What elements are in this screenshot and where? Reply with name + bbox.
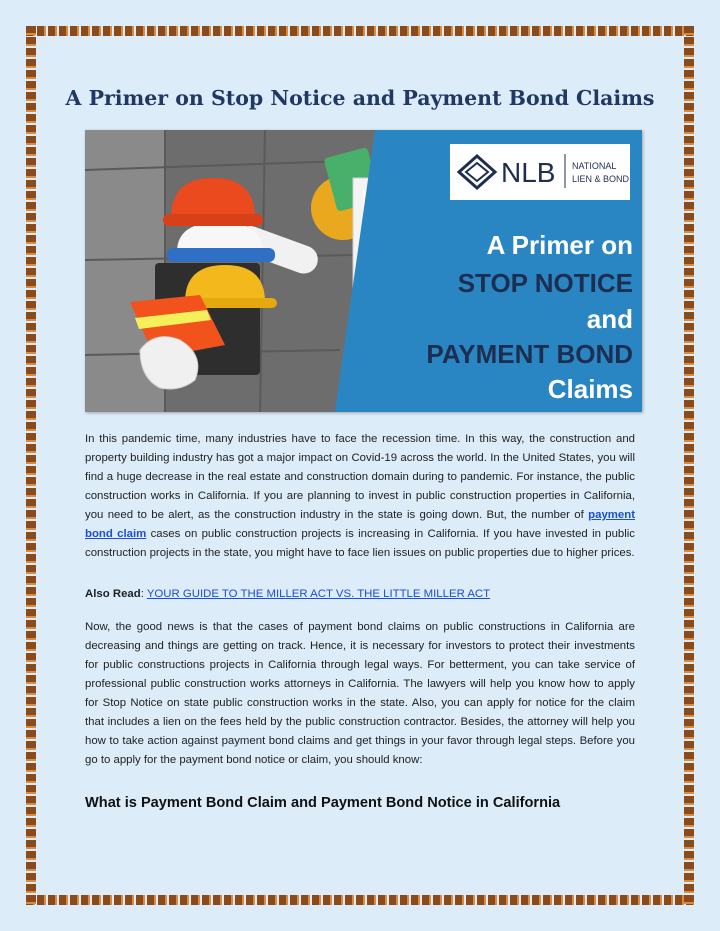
hero-line-3: and bbox=[586, 304, 633, 334]
also-read-link[interactable]: YOUR GUIDE TO THE MILLER ACT VS. THE LITTLE MILLER ACT bbox=[146, 588, 491, 600]
decorative-border-bottom bbox=[26, 895, 694, 905]
hero-image bbox=[85, 130, 642, 412]
also-read bbox=[85, 588, 490, 600]
decorative-border-left bbox=[26, 26, 36, 905]
logo-abbreviation: NLB bbox=[501, 157, 556, 188]
also-read-separator: : bbox=[140, 588, 147, 600]
hero-illustration bbox=[85, 130, 642, 412]
paragraph-good-news: Now, the good news is that the cases of payment bond claims on public constructions in California are decreasing and things are getting on track. Hence, it is necessary for investors to protect their investments for public constructions projects in California through legal ways. For betterment, you can take service of professional public construction works attorneys in California. The lawyers will help you know how to apply for Stop Notice on state public construction works in the state. Also, you can apply for notice for the claim that includes a lien on the fees held by the public construction contractor. Besides, the attorney will help you how to take action against payment bond claims and get things in your favor through legal steps. Before you go to apply for the payment bond notice or claim, you should know: bbox=[85, 621, 635, 766]
hero-line-2: STOP NOTICE bbox=[457, 268, 633, 298]
logo-line2: LIEN & BOND bbox=[572, 174, 630, 184]
paragraph-intro bbox=[85, 430, 635, 563]
section-heading: What is Payment Bond Claim and Payment Bond Notice in California bbox=[85, 795, 561, 811]
page-title: A Primer on Stop Notice and Payment Bond Claims bbox=[65, 86, 655, 110]
logo-line1: NATIONAL bbox=[572, 161, 617, 171]
payment-bond-claim-link[interactable]: payment bond claim bbox=[85, 509, 635, 540]
paragraph-intro-text-before: In this pandemic time, many industries have to face the recession time. In this way, the construction and property building industry has got a major impact on Covid-19 across the world. In the United States, you will find a huge decrease in the real estate and construction domain during to pandemic. For instance, the public construction works in California. If you are planning to invest in public construction properties in California, you need to be alert, as the construction industry in the state is going down. But, the number of bbox=[85, 433, 635, 521]
decorative-border-right bbox=[684, 26, 694, 905]
hero-line-4: PAYMENT BOND bbox=[426, 339, 633, 369]
hero-line-1: A Primer on bbox=[486, 230, 633, 260]
hero-line-5: Claims bbox=[547, 374, 633, 404]
decorative-border-top bbox=[26, 26, 694, 36]
paragraph-intro-text-after: cases on public construction projects is increasing in California. If you have invested in public construction projects in the state, you might have to face lien issues on public properties due to higher prices. bbox=[85, 528, 635, 559]
also-read-label: Also Read bbox=[85, 588, 141, 600]
